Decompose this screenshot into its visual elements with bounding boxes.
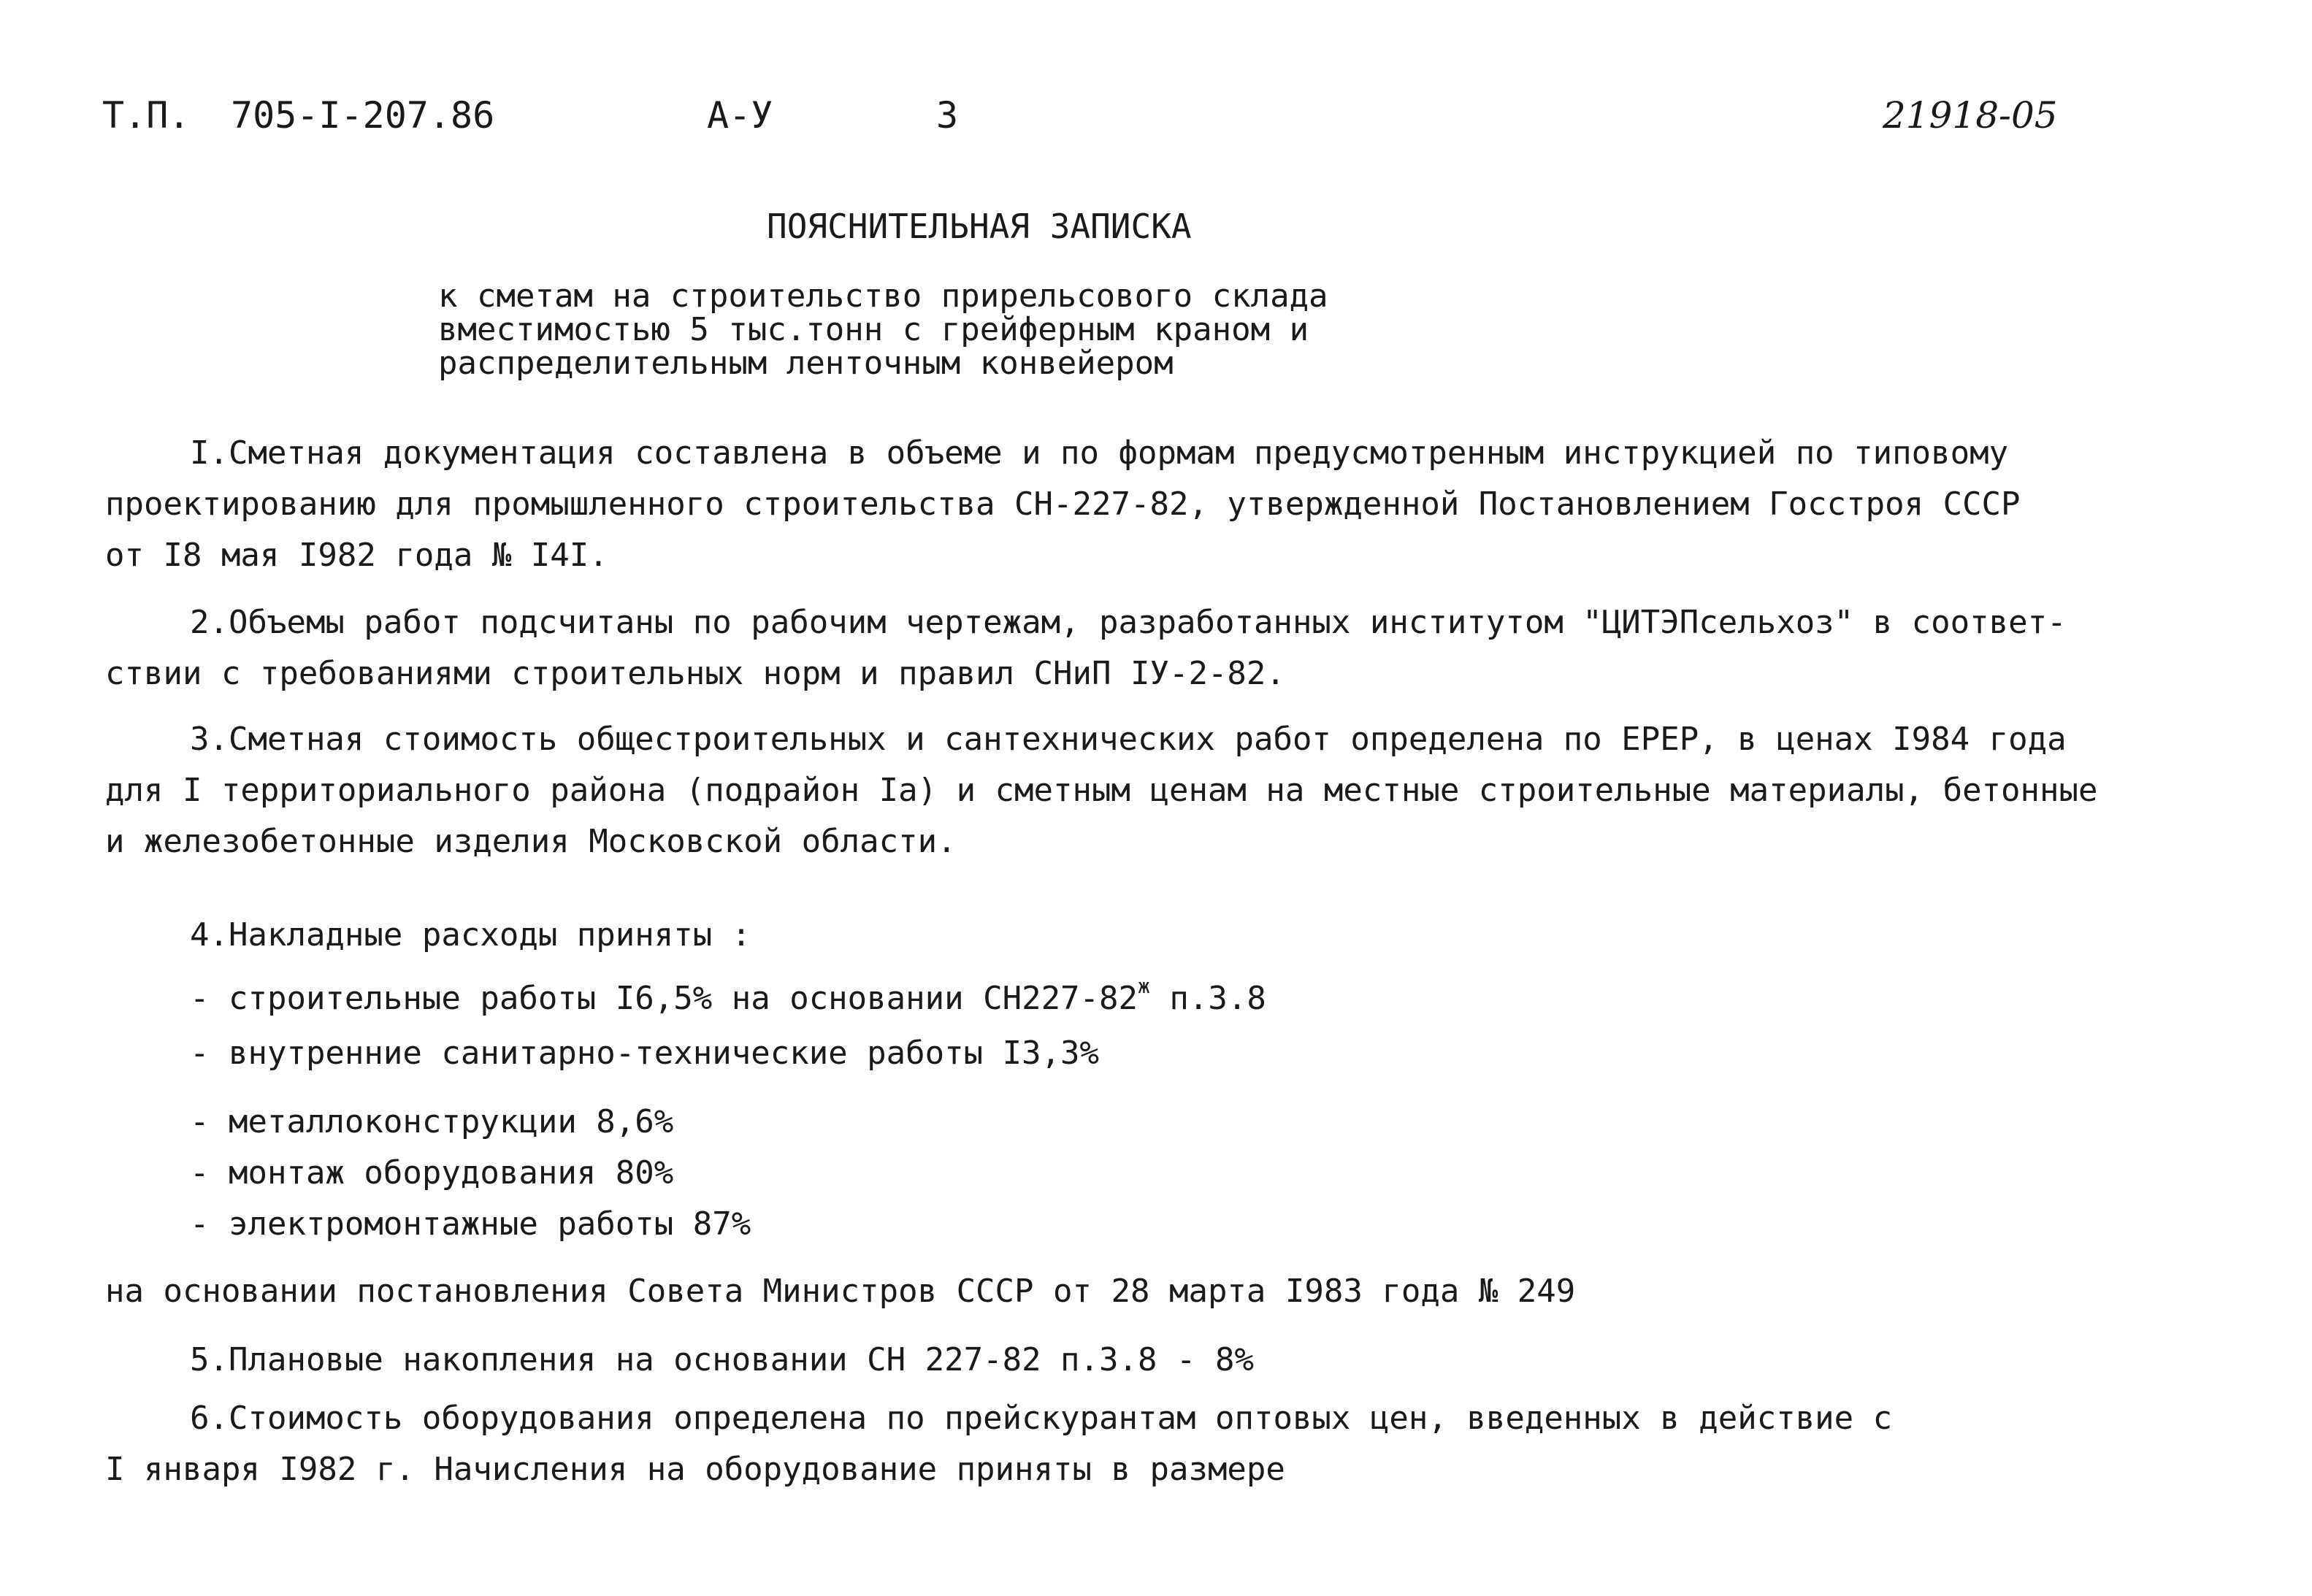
paragraph-6-line: I января I982 г. Начисления на оборудование приняты в размере <box>105 1451 1285 1488</box>
handwritten-doc-number: 21918-05 <box>1883 94 2058 137</box>
header-section: А-У <box>707 94 773 137</box>
paragraph-3-line: и железобетонные изделия Московской области. <box>105 823 957 860</box>
overhead-item-equipment: - монтаж оборудования 80% <box>190 1154 674 1192</box>
footnote-mark: ж <box>1138 974 1150 998</box>
header-series: Т.П. <box>102 94 191 137</box>
paragraph-5: 5.Плановые накопления на основании СН 227-82 п.3.8 - 8% <box>190 1341 1254 1378</box>
document-title: ПОЯСНИТЕЛЬНАЯ ЗАПИСКА <box>767 207 1192 246</box>
paragraph-1-line: I.Сметная документация составлена в объеме и по формам предусмотренным инструкцией по типовому <box>190 434 2009 472</box>
paragraph-1-line: от I8 мая I982 года № I4I. <box>105 537 608 574</box>
paragraph-2-line: ствии с требованиями строительных норм и правил СНиП IУ-2-82. <box>105 655 1285 692</box>
overhead-item-electrical: - электромонтажные работы 87% <box>190 1205 751 1243</box>
paragraph-1-line: проектированию для промышленного строительства СН-227-82, утвержденной Постановлением Госстроя СССР <box>105 486 2021 523</box>
paragraph-6-line: 6.Стоимость оборудования определена по прейскурантам оптовых цен, введенных в действие с <box>190 1400 1893 1437</box>
overhead-item-construction-clause: п.3.8 <box>1149 980 1266 1017</box>
paragraph-3-line: для I территориального района (подрайон Iа) и сметным ценам на местные строительные материалы, бетонные <box>105 772 2098 809</box>
subtitle-line: распределительным ленточным конвейером <box>438 345 1174 382</box>
overhead-item-construction <box>190 965 1266 1020</box>
overhead-item-sanitary: - внутренние санитарно-технические работы I3,3% <box>190 1035 1100 1072</box>
paragraph-4-intro: 4.Накладные расходы приняты : <box>190 916 751 954</box>
overhead-item-metal: - металлоконструкции 8,6% <box>190 1103 674 1140</box>
subtitle-line: к сметам на строительство прирельсового склада <box>438 277 1328 315</box>
header-page-number: 3 <box>936 94 959 137</box>
paragraph-2-line: 2.Объемы работ подсчитаны по рабочим чертежам, разработанных институтом "ЦИТЭПсельхоз" в соответ- <box>190 604 2067 641</box>
overhead-item-construction-text: - строительные работы I6,5% на основании СН227-82 <box>190 980 1138 1017</box>
subtitle-line: вместимостью 5 тыс.тонн с грейферным краном и <box>438 311 1309 348</box>
header-project-code: 705-I-207.86 <box>231 94 495 137</box>
paragraph-3-line: 3.Сметная стоимость общестроительных и сантехнических работ определена по ЕРЕР, в ценах I984 года <box>190 721 2067 758</box>
overhead-basis: на основании постановления Совета Министров СССР от 28 марта I983 года № 249 <box>105 1273 1576 1310</box>
